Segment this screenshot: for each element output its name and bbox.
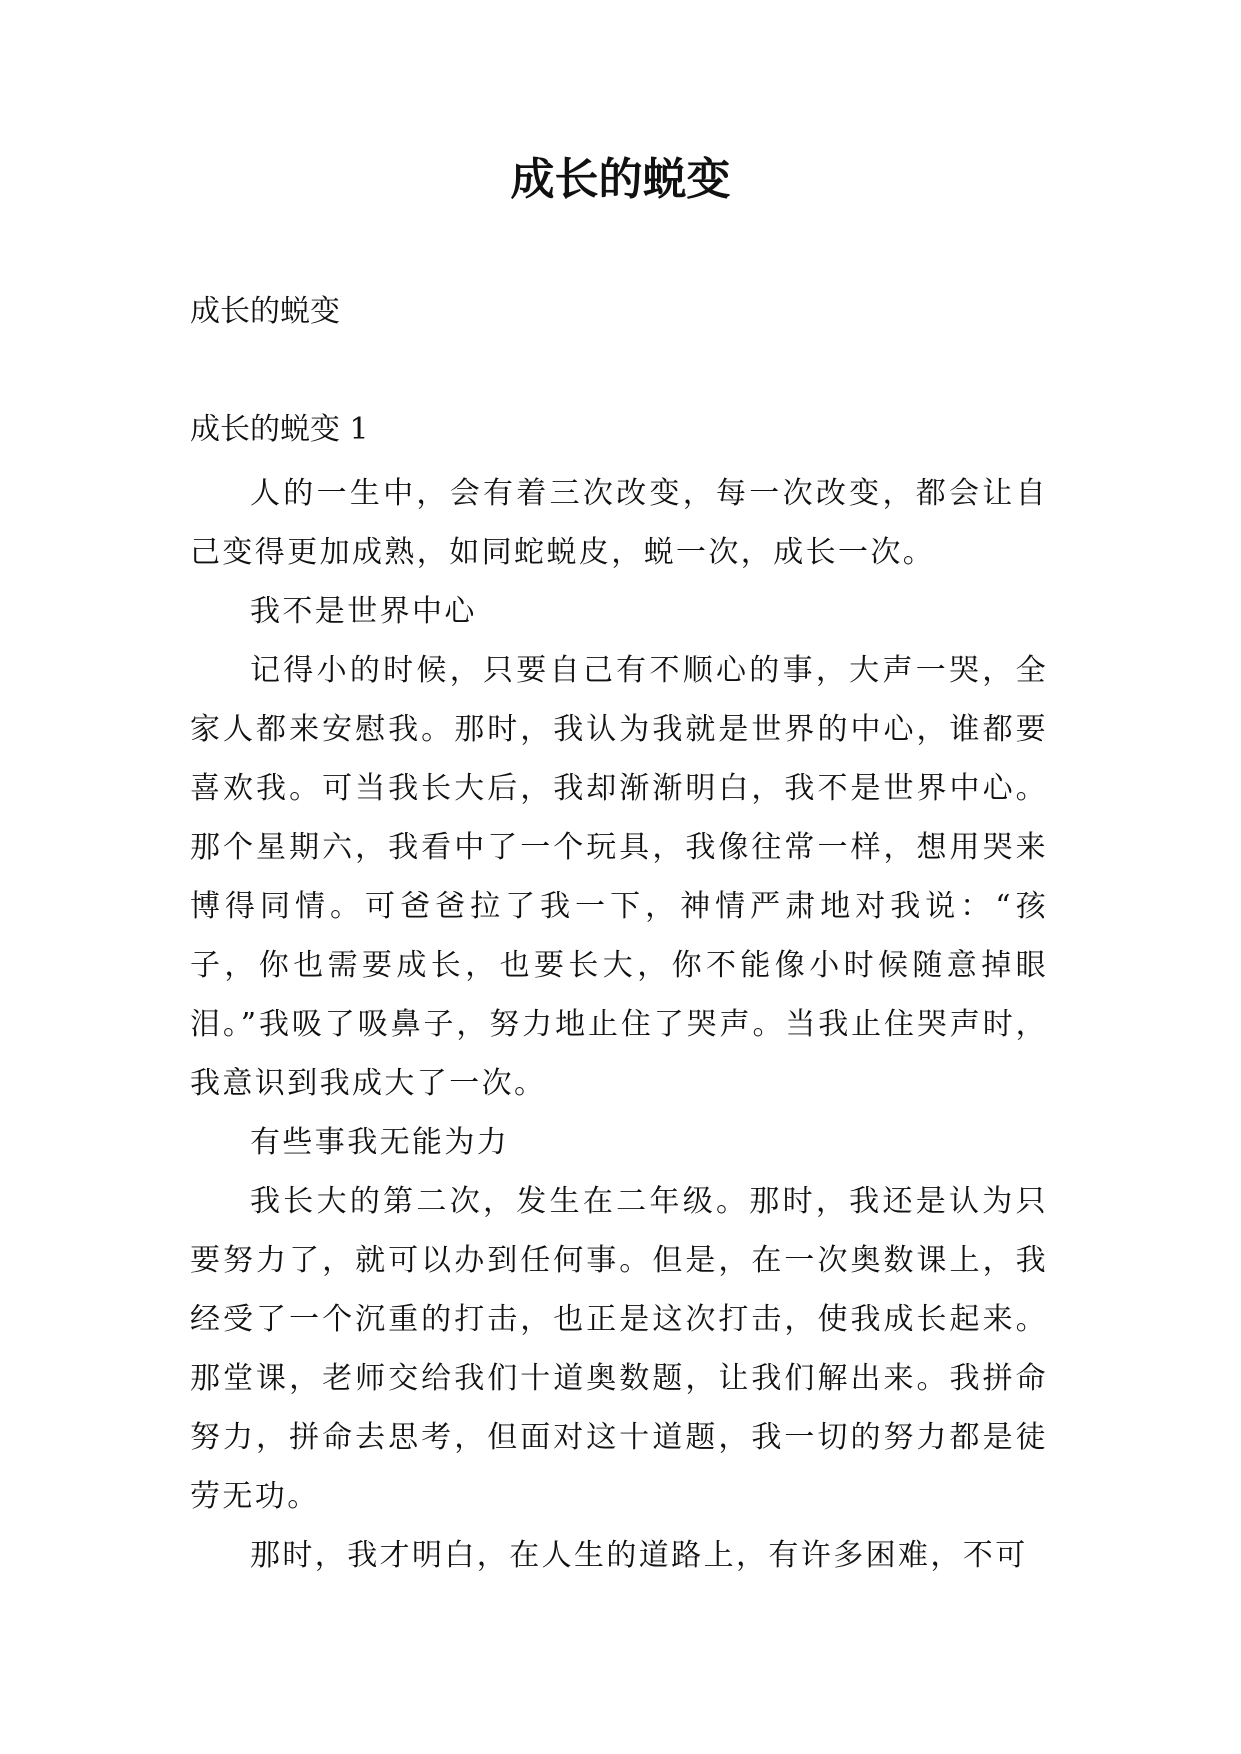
paragraph-heading: 我不是世界中心 [250,594,477,629]
paragraph-heading: 有些事我无能为力 [250,1125,510,1160]
document-title: 成长的蜕变 [510,154,731,205]
paragraph: 人的一生中，会有着三次改变，每一次改变，都会让自己变得更加成熟，如同蛇蜕皮，蜕一次，成长一次。 [190,476,1048,570]
body-text [190,464,1048,1585]
paragraph: 那时，我才明白，在人生的道路上，有许多困难，不可 [250,1538,1028,1573]
document-subtitle: 成长的蜕变 [190,294,340,329]
paragraph: 我长大的第二次，发生在二年级。那时，我还是认为只要努力了，就可以办到任何事。但是，在一次奥数课上，我经受了一个沉重的打击，也正是这次打击，使我成长起来。那堂课，老师交给我们十道奥数题，让我们解出来。我拼命努力，拼命去思考，但面对这十道题，我一切的努力都是徒劳无功。 [190,1184,1048,1514]
section-heading: 成长的蜕变 1 [190,412,369,447]
paragraph: 记得小的时候，只要自己有不顺心的事，大声一哭，全家人都来安慰我。那时，我认为我就是世界的中心，谁都要喜欢我。可当我长大后，我却渐渐明白，我不是世界中心。那个星期六，我看中了一个玩具，我像往常一样，想用哭来博得同情。可爸爸拉了我一下，神情严肃地对我说：“孩子，你也需要成长，也要长大，你不能像小时候随意掉眼泪。”我吸了吸鼻子，努力地止住了哭声。当我止住哭声时，我意识到我成大了一次。 [190,653,1048,1101]
